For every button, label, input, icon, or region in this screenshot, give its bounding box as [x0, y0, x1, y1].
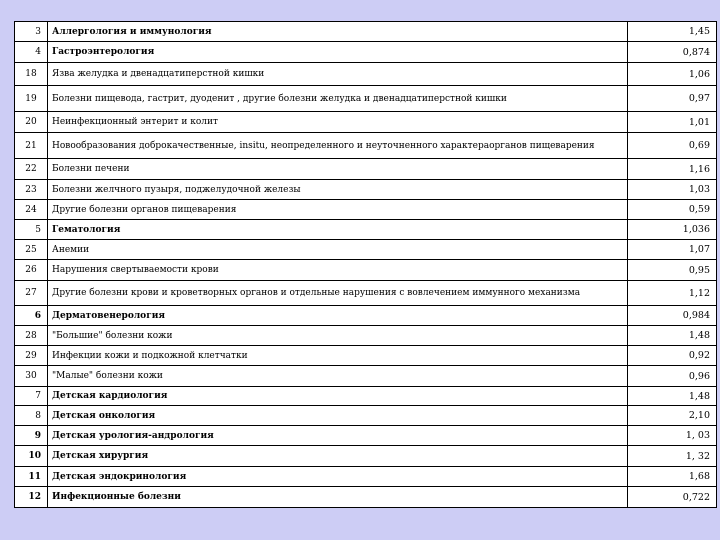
table-row [15, 240, 717, 260]
row-value: 0,69 [628, 133, 717, 159]
table-row [15, 487, 717, 508]
table-row [15, 200, 717, 220]
row-number: 4 [15, 42, 48, 63]
row-value: 1,06 [628, 63, 717, 86]
table-row [15, 366, 717, 387]
row-name: Язва желудка и двенадцатиперстной кишки [48, 63, 628, 86]
row-number: 10 [15, 446, 48, 467]
row-value: 1, 32 [628, 446, 717, 467]
row-value: 1,07 [628, 240, 717, 260]
row-value: 0,722 [628, 487, 717, 508]
row-value: 1,48 [628, 326, 717, 346]
row-number: 30 [15, 366, 48, 387]
table-row [15, 133, 717, 159]
table-row [15, 86, 717, 112]
row-value: 0,96 [628, 366, 717, 387]
row-number: 20 [15, 112, 48, 133]
row-number: 29 [15, 346, 48, 366]
row-value: 0,92 [628, 346, 717, 366]
table-row [15, 63, 717, 86]
row-name: Аллергология и иммунология [48, 22, 628, 42]
row-number: 22 [15, 159, 48, 180]
table-row [15, 112, 717, 133]
row-number: 8 [15, 406, 48, 426]
row-name: Болезни печени [48, 159, 628, 180]
row-name: Детская урология-андрология [48, 426, 628, 446]
table-row [15, 467, 717, 487]
table-row [15, 346, 717, 366]
table-row [15, 22, 717, 42]
row-name: "Малые" болезни кожи [48, 366, 628, 387]
table-row [15, 220, 717, 240]
row-name: Детская онкология [48, 406, 628, 426]
row-value: 0,59 [628, 200, 717, 220]
row-number: 5 [15, 220, 48, 240]
row-name: Анемии [48, 240, 628, 260]
table-row [15, 387, 717, 406]
row-number: 6 [15, 306, 48, 326]
row-name: Гематология [48, 220, 628, 240]
row-name: Инфекционные болезни [48, 487, 628, 508]
row-name: Детская эндокринология [48, 467, 628, 487]
row-number: 24 [15, 200, 48, 220]
table-row [15, 426, 717, 446]
row-number: 19 [15, 86, 48, 112]
row-value: 1,036 [628, 220, 717, 240]
row-number: 26 [15, 260, 48, 281]
row-number: 21 [15, 133, 48, 159]
row-value: 1,12 [628, 281, 717, 306]
row-name: Другие болезни органов пищеварения [48, 200, 628, 220]
row-value: 1,48 [628, 387, 717, 406]
table-row [15, 326, 717, 346]
row-name: Новообразования доброкачественные, insitu, неопределенного и неуточненного характераорганов пищеварения [48, 133, 628, 159]
row-value: 1,01 [628, 112, 717, 133]
row-name: "Большие" болезни кожи [48, 326, 628, 346]
row-number: 28 [15, 326, 48, 346]
row-value: 1,03 [628, 180, 717, 200]
row-number: 23 [15, 180, 48, 200]
row-value: 1,68 [628, 467, 717, 487]
table-row [15, 446, 717, 467]
row-number: 25 [15, 240, 48, 260]
row-name: Детская кардиология [48, 387, 628, 406]
row-name: Болезни пищевода, гастрит, дуоденит , другие болезни желудка и двенадцатиперстной кишки [48, 86, 628, 112]
row-name: Болезни желчного пузыря, поджелудочной железы [48, 180, 628, 200]
row-number: 12 [15, 487, 48, 508]
table-row [15, 180, 717, 200]
table-row [15, 281, 717, 306]
row-number: 9 [15, 426, 48, 446]
row-value: 1,45 [628, 22, 717, 42]
row-value: 0,984 [628, 306, 717, 326]
table-row [15, 260, 717, 281]
row-name: Детская хирургия [48, 446, 628, 467]
table-row [15, 406, 717, 426]
row-name: Другие болезни крови и кроветворных органов и отдельные нарушения с вовлечением иммунного механизма [48, 281, 628, 306]
table-row [15, 159, 717, 180]
row-value: 0,874 [628, 42, 717, 63]
row-number: 11 [15, 467, 48, 487]
row-number: 3 [15, 22, 48, 42]
row-value: 0,97 [628, 86, 717, 112]
row-name: Нарушения свертываемости крови [48, 260, 628, 281]
table-row [15, 42, 717, 63]
table-body [15, 22, 717, 508]
table-row [15, 306, 717, 326]
row-number: 18 [15, 63, 48, 86]
row-name: Дерматовенерология [48, 306, 628, 326]
row-value: 0,95 [628, 260, 717, 281]
row-name: Гастроэнтерология [48, 42, 628, 63]
row-name: Неинфекционный энтерит и колит [48, 112, 628, 133]
row-name: Инфекции кожи и подкожной клетчатки [48, 346, 628, 366]
row-number: 27 [15, 281, 48, 306]
row-value: 2,10 [628, 406, 717, 426]
row-number: 7 [15, 387, 48, 406]
row-value: 1, 03 [628, 426, 717, 446]
coefficient-table [14, 21, 717, 508]
row-value: 1,16 [628, 159, 717, 180]
